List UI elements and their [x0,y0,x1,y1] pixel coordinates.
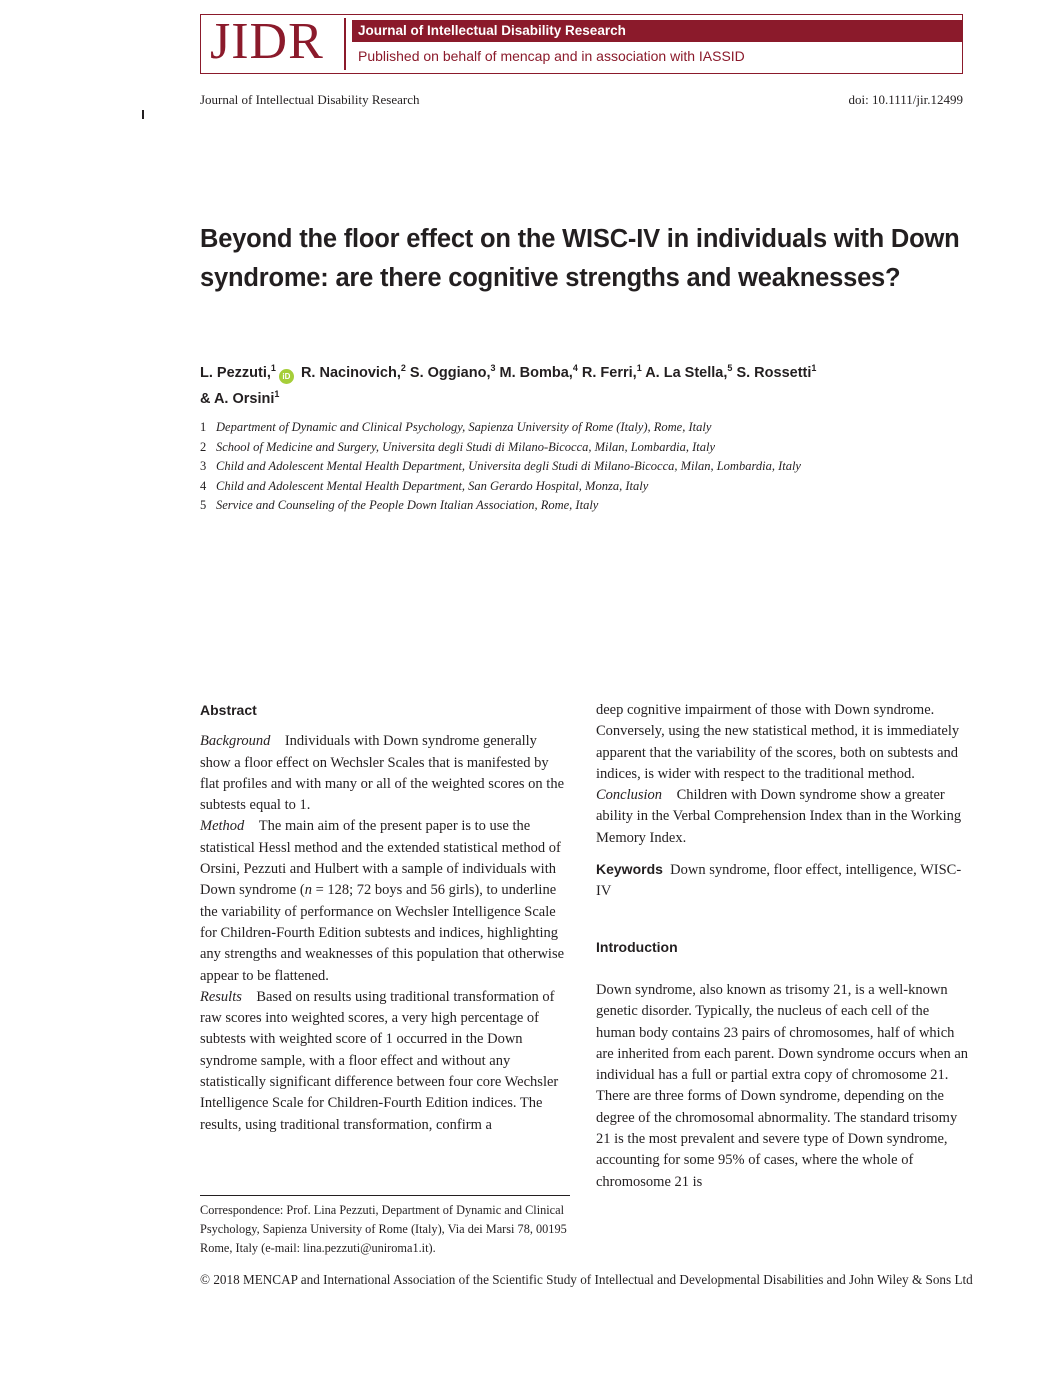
author: R. Nacinovich,$^2$ [300,363,406,381]
abstract-conclusion: Conclusion Children with Down syndrome show a greater ability in the Verbal Comprehension Index than in the Working Memory Index. [596,787,962,846]
banner-divider [344,18,346,70]
author: L. Pezzuti,$^1$ [200,363,276,381]
publisher-line: Published on behalf of mencap and in association with IASSID [358,48,745,64]
introduction-text: Down syndrome, also known as trisomy 21, is a well-known genetic disorder. Typically, the nucleus of each cell of the human body contains 23 pairs of chromosomes, half of which are inherited from each parent. Down syndrome occurs when an individual has a full or partial extra copy of chromosome 21. There are three forms of Down syndrome, depending on the degree of the chromosomal abnormality. The standard trisomy 21 is the most prevalent and severe type of Down syndrome, accounting for some 95% of cases, where the whole of chromosome 21 is [596,981,969,1190]
affiliation: 1 Department of Dynamic and Clinical Psychology, Sapienza University of Rome (Italy), Rome, Italy [200,420,712,434]
abstract-column [200,700,570,1136]
author: A. La Stella,$^5$ [645,363,733,381]
author-list [200,358,980,410]
article-title: Beyond the floor effect on the WISC-IV in individuals with Down syndrome: are there cognitive strengths and weaknesses? [200,225,960,292]
author: S. Oggiano,$^3$ [409,363,496,381]
author: S. Rossetti$^1$ [736,363,817,381]
correspondence: Correspondence: Prof. Lina Pezzuti, Department of Dynamic and Clinical Psychology, Sapienza University of Rome (Italy), Via dei Marsi 78, 00195 Rome, Italy (e-mail: lina.pezzuti@uniroma1.it). [200,1203,567,1255]
abstract-background: Background Individuals with Down syndrome generally show a floor effect on Wechsler Scales that is manifested by flat profiles and with many or all of the weighted scores on the subtests equal to 1. [200,733,565,814]
footnote-rule [200,1195,570,1196]
orcid-icon[interactable]: iD [279,369,294,384]
keywords: Keywords Down syndrome, floor effect, intelligence, WISC-IV [596,861,962,900]
abstract-method: Method The main aim of the present paper is to use the statistical Hessl method and the extended statistical method of Orsini, Pezzuti and Hulbert with a sample of individuals with Down syndrome (n = 128; 72 boys and 56 girls), to underline the variability of performance on Wechsler Intelligence Scale for Children-Fourth Edition subtests and indices, highlighting any strengths and weaknesses of this population that otherwise appear to be flattened. [200,818,565,984]
page-mark [142,110,144,119]
running-head: Journal of Intellectual Disability Research [200,92,420,107]
affiliation: 3 Child and Adolescent Mental Health Department, Universita degli Studi di Milano-Bicocca, Milan, Lombardia, Italy [200,459,801,473]
abstract-results: Results Based on results using traditional transformation of raw scores into weighted scores, a very high percentage of subtests with weighted score of 1 occurred in the Down syndrome sample, with a floor effect and without any statistically significant difference between four core Wechsler Intelligence Scale for Children-Fourth Edition indices. The results, using traditional transformation, confirm a [200,988,559,1133]
affiliation: 2 School of Medicine and Surgery, Universita degli Studi di Milano-Bicocca, Milan, Lombardia, Italy [200,439,715,454]
abstract-heading: Abstract [200,702,257,718]
affiliation: 5 Service and Counseling of the People Down Italian Association, Rome, Italy [200,498,599,512]
introduction-heading: Introduction [596,938,678,955]
copyright: © 2018 MENCAP and International Association of the Scientific Study of Intellectual and Developmental Disabilities and John Wiley & Sons Ltd [200,1272,973,1287]
author: & A. Orsini$^1$ [200,388,280,407]
affiliation-list [200,418,980,516]
journal-logo: JIDR [210,13,324,70]
right-column [596,700,971,1193]
abstract-results-continued: deep cognitive impairment of those with Down syndrome. Conversely, using the new statistical method, it is immediately apparent that the variability of the scores, both on subtests and indices, is wider with respect to the traditional method. [596,702,960,782]
affiliation: 4 Child and Adolescent Mental Health Department, San Gerardo Hospital, Monza, Italy [200,478,649,493]
author: R. Ferri,$^1$ [581,363,642,381]
doi: doi: 10.1111/jir.12499 [848,92,963,107]
author: M. Bomba,$^4$ [499,363,578,381]
journal-name: Journal of Intellectual Disability Research [358,23,626,38]
